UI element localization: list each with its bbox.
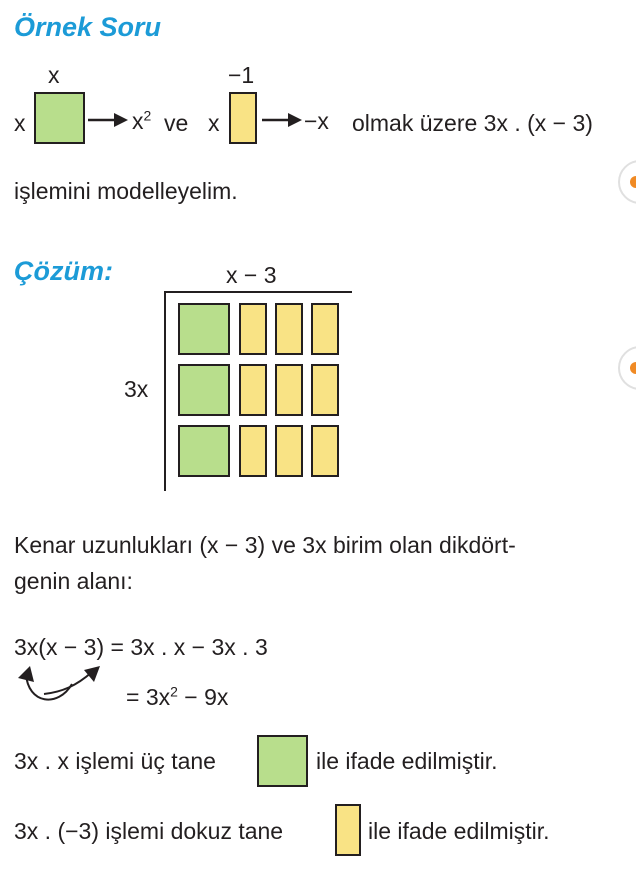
side-tab-icon[interactable]	[618, 160, 636, 204]
grid-yellow-tile	[311, 364, 339, 416]
green-tile-x-squared	[34, 92, 85, 144]
side-tab-icon[interactable]	[618, 346, 636, 390]
model-side-label: 3x	[124, 376, 149, 402]
grid-yellow-tile	[239, 303, 267, 355]
connector-ve: ve	[164, 110, 189, 136]
grid-yellow-tile	[275, 364, 303, 416]
example-sentence-end: olmak üzere 3x . (x − 3)	[352, 110, 593, 136]
yellow-tile-result: −x	[304, 108, 329, 134]
equation-1: 3x(x − 3) = 3x . x − 3x . 3	[14, 634, 268, 660]
equation-2: = $3x^2 - 9x$	[126, 683, 229, 710]
green-tile-result: $x^2$	[132, 107, 152, 134]
model-top-line	[164, 291, 352, 293]
arrow-right-icon	[262, 110, 302, 130]
summary-line-1: 3x . x işlemi üç tane	[14, 748, 216, 774]
grid-yellow-tile	[239, 364, 267, 416]
solution-title: Çözüm:	[14, 256, 113, 286]
yellow-tile-top-label: −1	[228, 62, 255, 88]
grid-green-tile	[178, 364, 230, 416]
green-tile-left-label: x	[14, 110, 26, 136]
summary-line-1-end: ile ifade edilmiştir.	[316, 748, 498, 774]
yellow-tile-minus-x	[229, 92, 257, 144]
example-line-2: işlemini modelleyelim.	[14, 178, 238, 204]
grid-green-tile	[178, 425, 230, 477]
yellow-tile-left-label: x	[208, 110, 220, 136]
grid-yellow-tile	[275, 425, 303, 477]
grid-yellow-tile	[275, 303, 303, 355]
summary-line-2-end: ile ifade edilmiştir.	[368, 818, 550, 844]
grid-yellow-tile	[311, 425, 339, 477]
model-top-label: x − 3	[226, 262, 277, 288]
summary-yellow-tile	[335, 804, 361, 856]
model-side-line	[164, 291, 166, 491]
explanation-line-2: genin alanı:	[14, 568, 133, 594]
explanation-line-1: Kenar uzunlukları (x − 3) ve 3x birim olan dikdört-	[14, 532, 516, 558]
arrow-right-icon	[88, 110, 128, 130]
example-title: Örnek Soru	[14, 12, 162, 42]
distribution-arrows-icon	[14, 664, 104, 712]
green-tile-top-label: x	[48, 62, 60, 88]
grid-yellow-tile	[239, 425, 267, 477]
summary-line-2: 3x . (−3) işlemi dokuz tane	[14, 818, 284, 844]
grid-green-tile	[178, 303, 230, 355]
summary-green-tile	[257, 735, 308, 787]
grid-yellow-tile	[311, 303, 339, 355]
